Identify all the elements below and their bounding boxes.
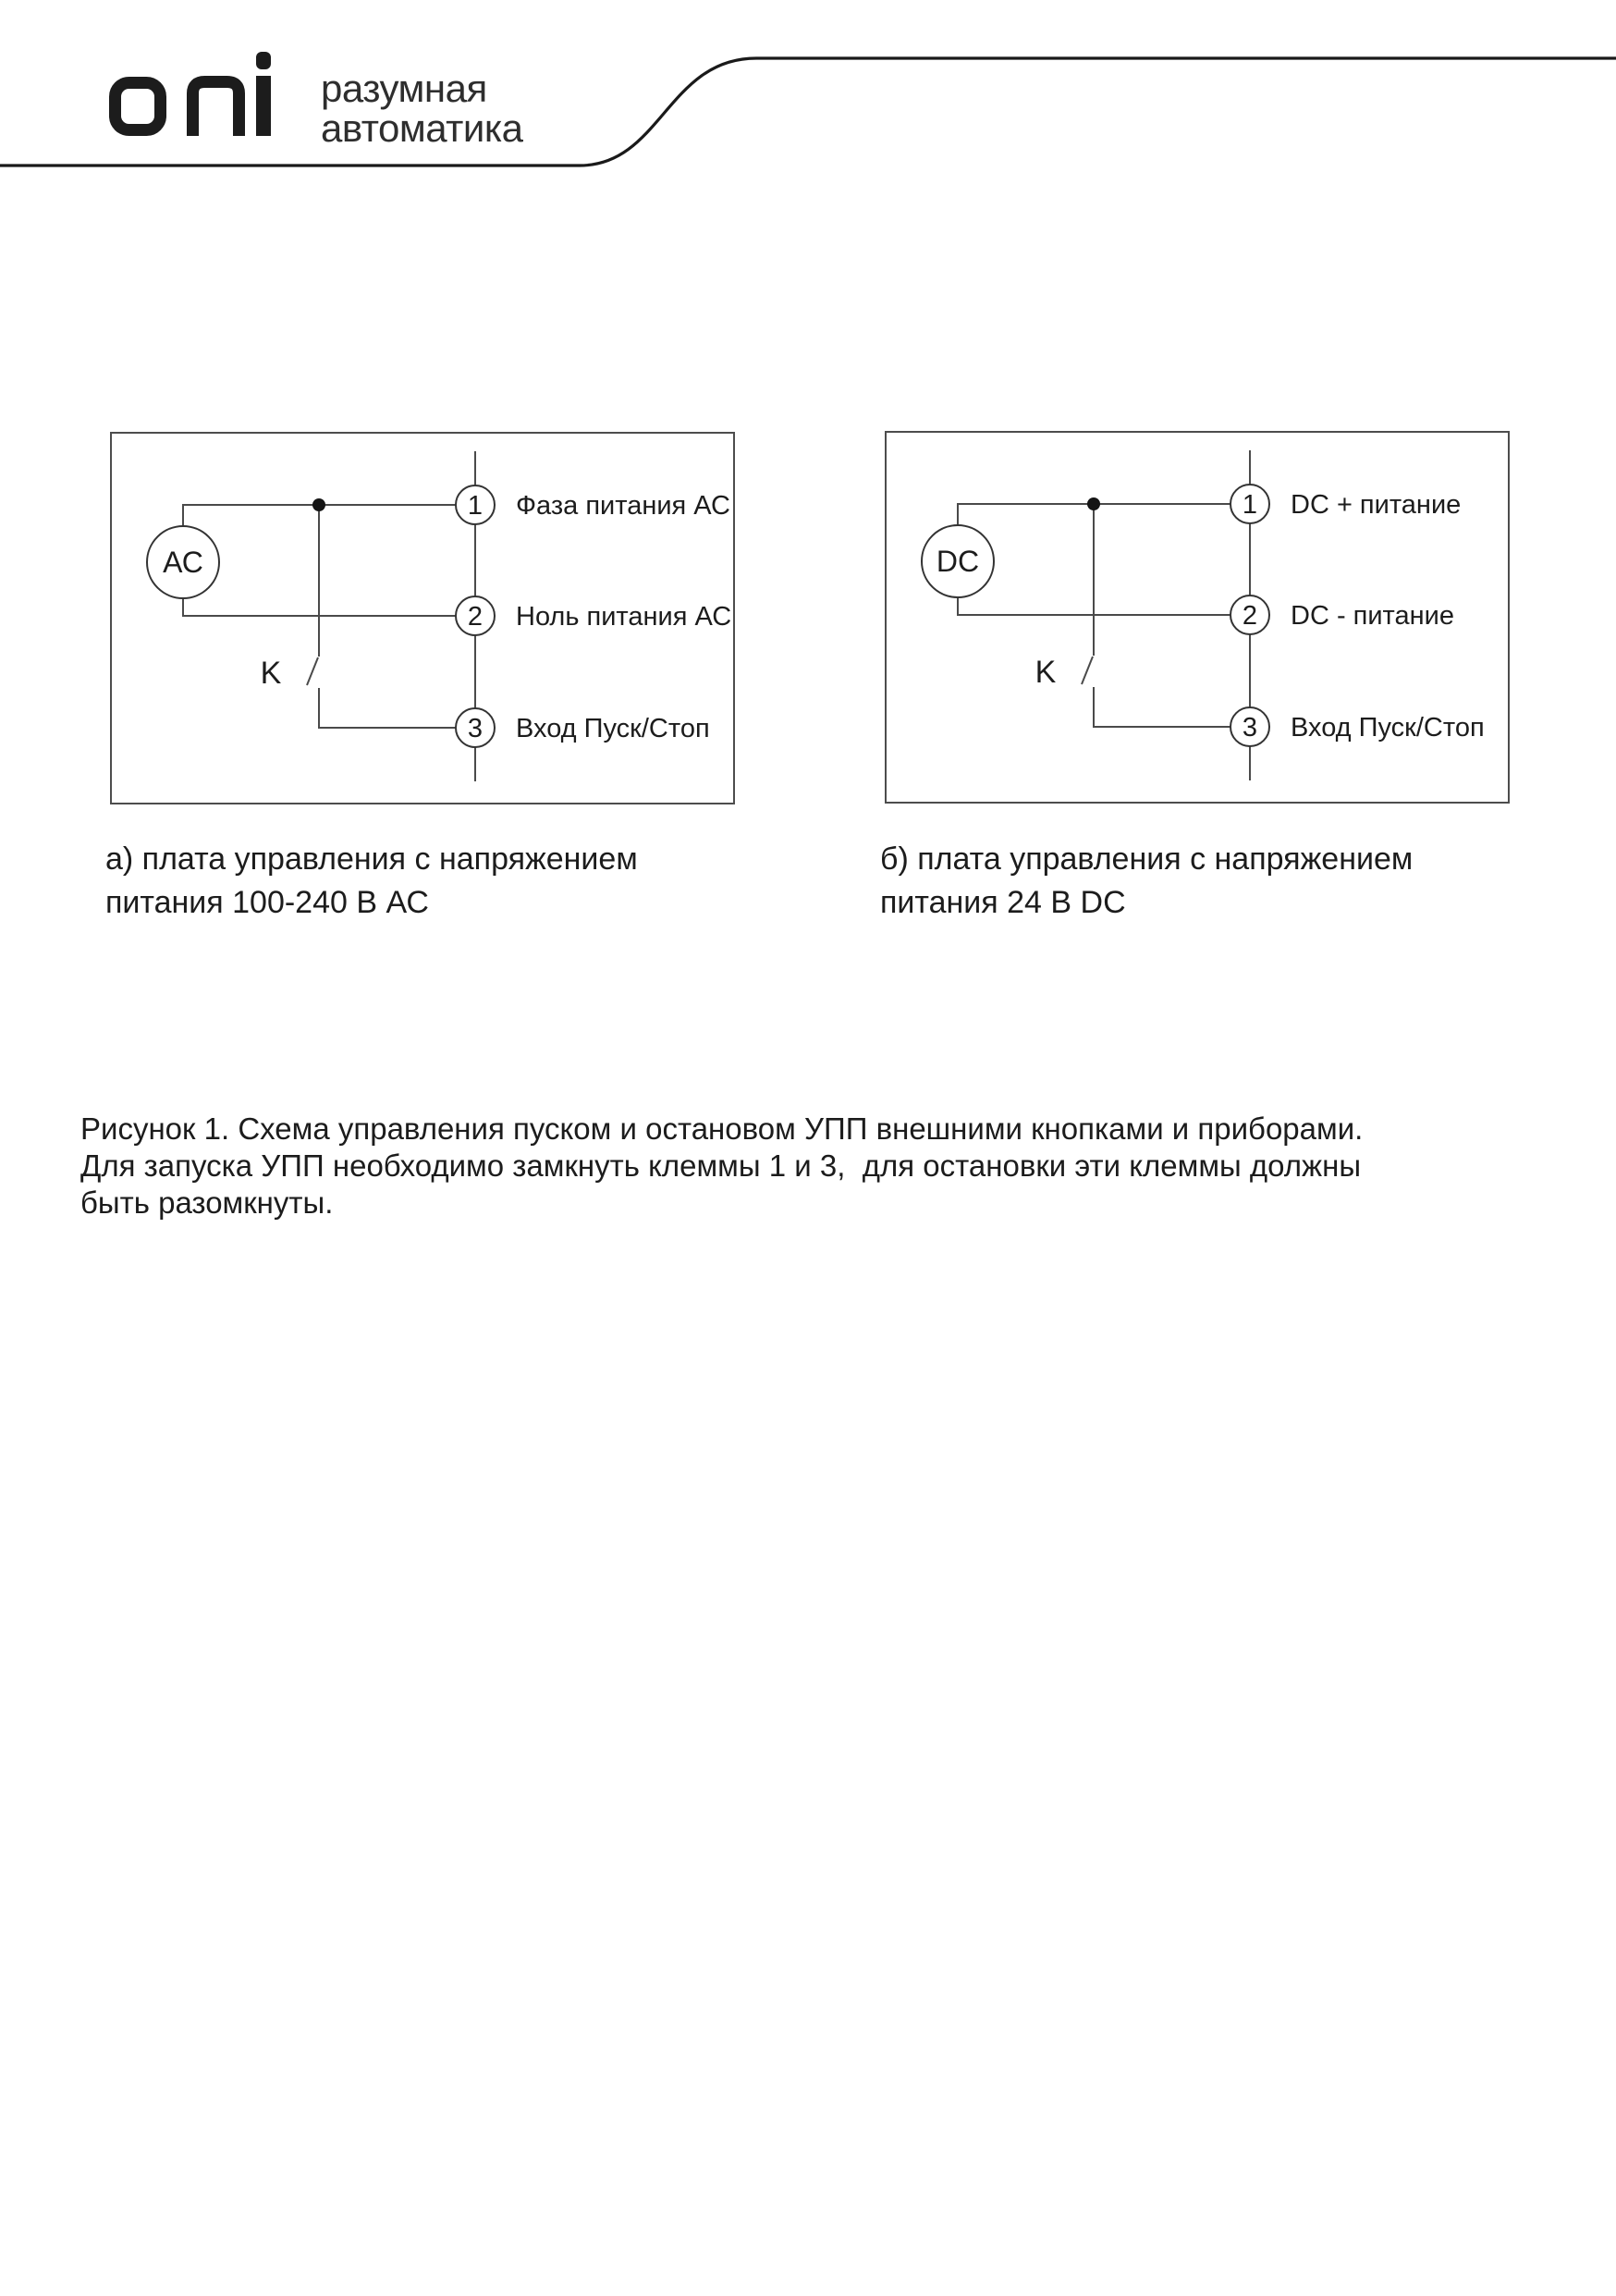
- diagram-ac-wiring: [110, 432, 735, 804]
- terminal-label-2: DC - питание: [1291, 601, 1454, 631]
- terminal-number-3: 3: [1242, 713, 1258, 743]
- caption-b: [880, 838, 1413, 925]
- junction-dot: [1087, 497, 1100, 510]
- caption-a-line-1: а) плата управления с напряжением: [105, 841, 638, 877]
- diagram-ac-wires: [183, 451, 475, 781]
- tagline-line-1: разумная: [321, 67, 487, 110]
- logo-letter-i-stem: [256, 76, 271, 136]
- switch-label: K: [1034, 655, 1057, 690]
- switch-blade: [307, 657, 318, 685]
- terminal-label-1: Фаза питания АС: [516, 491, 730, 521]
- terminal-number-2: 2: [1242, 601, 1258, 631]
- tagline-line-2: автоматика: [321, 106, 523, 150]
- terminal-label-2: Ноль питания АС: [516, 602, 732, 632]
- source-label: АС: [163, 546, 203, 579]
- logo-letter-i-dot: [256, 52, 271, 69]
- terminal-label-1: DC + питание: [1291, 490, 1462, 520]
- logo-letter-n: [193, 82, 239, 137]
- figure-description-line-3: быть разомкнуты.: [80, 1185, 334, 1220]
- caption-a-line-2: питания 100-240 В АС: [105, 885, 429, 920]
- terminal-number-1: 1: [467, 491, 484, 521]
- diagram-dc-wiring: [885, 431, 1510, 804]
- switch-wire-lower: [1094, 687, 1230, 727]
- source-label: DC: [936, 545, 980, 578]
- terminal-label-3: Вход Пуск/Стоп: [1291, 713, 1485, 743]
- terminal-number-1: 1: [1242, 490, 1258, 520]
- terminal-number-2: 2: [467, 602, 484, 632]
- switch-blade: [1082, 657, 1093, 684]
- figure-description-line-1: Рисунок 1. Схема управления пуском и остановом УПП внешними кнопками и приборами.: [80, 1111, 1364, 1146]
- diagram-dc-wires: [958, 450, 1250, 780]
- logo-letter-o: [116, 83, 161, 130]
- caption-b-line-1: б) плата управления с напряжением: [880, 841, 1414, 877]
- terminal-label-3: Вход Пуск/Стоп: [516, 714, 710, 743]
- oni-logo: [109, 52, 272, 137]
- figure-description-line-2: Для запуска УПП необходимо замкнуть клеммы 1 и 3, для остановки эти клеммы должны: [80, 1148, 1362, 1183]
- figure-description: [80, 1111, 1363, 1222]
- terminal-number-3: 3: [467, 714, 484, 743]
- switch-label: K: [260, 656, 282, 691]
- switch-wire-lower: [319, 688, 456, 728]
- brand-tagline: [321, 68, 523, 148]
- caption-b-line-2: питания 24 В DC: [880, 885, 1126, 920]
- caption-a: [105, 838, 638, 925]
- junction-dot: [312, 498, 325, 511]
